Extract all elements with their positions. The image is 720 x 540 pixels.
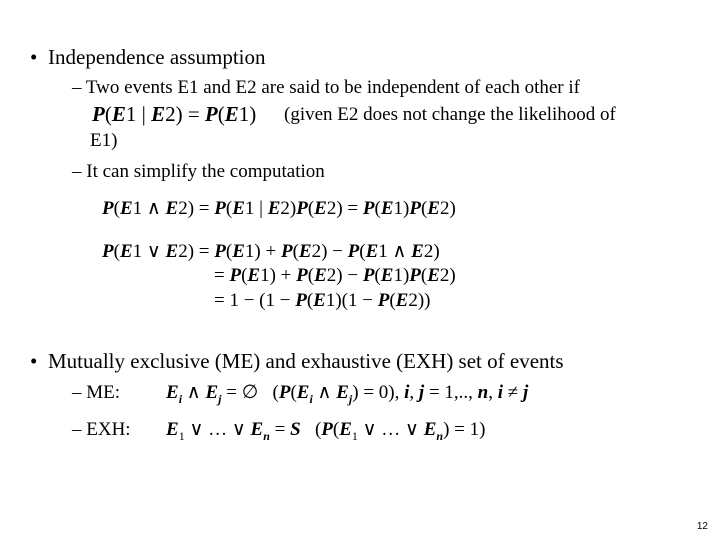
bullet-independence <box>30 44 266 70</box>
bullet-dot-icon: • <box>30 349 38 373</box>
bullet-dot-icon: • <box>30 45 38 69</box>
me-label: – ME: <box>72 382 121 403</box>
equation-and: P(E1 ∧ E2) = P(E1 | E2)P(E2) = P(E1)P(E2) <box>102 198 456 219</box>
sub-simplify: – It can simplify the computation <box>72 161 325 182</box>
formula-me: $E_i$ ∧ $E_j$ = ∅ ($P(E_i$ ∧ $E_j) = 0$), i, j = 1,.., n, i ≠ j <box>166 382 529 406</box>
equation-or-line3: = 1 − (1 − P(E1)(1 − P(E2)) <box>214 290 431 311</box>
exh-label: – EXH: <box>72 419 131 440</box>
sub-definition: – Two events E1 and E2 are said to be independent of each other if <box>72 77 580 98</box>
definition-note: (given E2 does not change the likelihood of <box>284 104 616 125</box>
formula-conditional: P(E1 | E2) = P(E1) <box>92 102 257 126</box>
page-number: 12 <box>696 521 708 532</box>
definition-note-cont: E1) <box>90 130 118 151</box>
equation-or-line1: P(E1 ∨ E2) = P(E1) + P(E2) − P(E1 ∧ E2) <box>102 241 440 262</box>
equation-or-line2: = P(E1) + P(E2) − P(E1)P(E2) <box>214 265 456 286</box>
bullet-text: Mutually exclusive (ME) and exhaustive (EXH) set of events <box>48 349 564 373</box>
bullet-text: Independence assumption <box>48 45 266 69</box>
formula-exh: $E_1$ ∨ … ∨ $E_n = S$ ($P(E_1$ ∨ … ∨ $E_n) = 1$) <box>166 419 486 443</box>
bullet-me-exh <box>30 348 564 374</box>
